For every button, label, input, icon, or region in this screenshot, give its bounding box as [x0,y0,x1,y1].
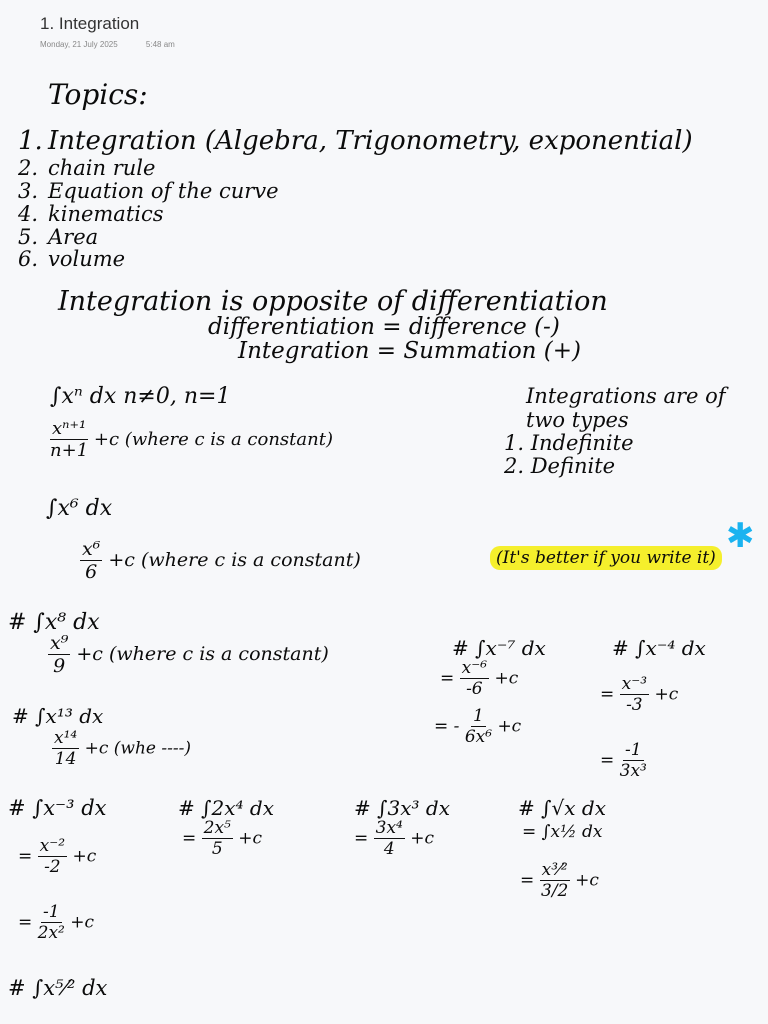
example-integral: # ∫x⁵⁄² dx [8,976,108,1000]
example-step: = $\frac{\text{3x⁴}}{4}$ +c [354,818,435,859]
example-result: $\frac{\text{x¹⁴}}{14}$ +c (whe ----) [54,728,191,769]
example-integral: # ∫2x⁴ dx [178,796,274,820]
example-step: = $\frac{\text{x⁻⁶}}{-6}$ +c [440,658,519,699]
page-date: Monday, 21 July 2025 [40,40,118,49]
topic-item: 6. volume [18,247,126,271]
example-integral: # ∫x⁻⁷ dx [452,636,546,660]
topic-item: 4. kinematics [18,202,164,226]
example-result: $\frac{\text{x⁶}}{6}$ +c (where c is a constant) [82,538,361,583]
example-integral: # ∫x⁸ dx [8,610,100,635]
example-step: = - $\frac{1}{\text{6x⁶}}$ +c [434,706,522,747]
example-integral: # ∫x⁻⁴ dx [612,636,706,660]
types-heading: two types [526,408,629,432]
rule-result: $\frac{\text{xⁿ⁺¹}}{n+1}$ +c (where c is a constant) [50,418,333,461]
types-heading: Integrations are of [526,384,726,408]
example-step: = $\frac{\text{x⁻²}}{-2}$ +c [18,836,97,877]
example-integral: # ∫x⁻³ dx [8,796,107,820]
types-item: 2. Definite [504,454,616,478]
topic-item: 5. Area [18,225,99,249]
definition-line: Integration is opposite of differentiation [58,286,608,317]
example-result: $\frac{\text{x⁹}}{9}$ +c (where c is a constant) [50,632,329,677]
example-integral: ∫x⁶ dx [46,496,113,521]
definition-line: Integration = Summation (+) [238,338,582,364]
page-title[interactable]: 1. Integration [40,14,140,33]
page-meta [40,40,201,49]
example-step: = $\frac{-1}{\text{2x²}}$ +c [18,902,95,943]
highlighted-note: (It's better if you write it) [490,548,722,568]
example-integral: # ∫x¹³ dx [12,704,104,728]
page-time: 5:48 am [145,40,175,49]
topics-heading: Topics: [48,78,148,111]
example-integral: # ∫3x³ dx [354,796,450,820]
topic-item: 1. Integration (Algebra, Trigonometry, exponential) [18,126,693,156]
example-step: = $\frac{\text{x³⁄²}}{3/2}$ +c [520,860,599,901]
example-step: = $\frac{\text{x⁻³}}{-3}$ +c [600,674,679,715]
topic-item: 3. Equation of the curve [18,179,279,203]
definition-line: differentiation = difference (-) [208,314,560,340]
example-step: = $\frac{\text{2x⁵}}{5}$ +c [182,818,263,859]
example-step: = ∫x½ dx [522,822,603,842]
topic-item: 2. chain rule [18,156,156,180]
example-integral: # ∫√x dx [518,796,606,820]
rule-integral: ∫xⁿ dx n≠0, n=1 [50,384,231,409]
asterisk-icon: ✱ [726,516,755,556]
types-item: 1. Indefinite [504,431,634,455]
example-step: = $\frac{-1}{\text{3x³}}$ [600,740,647,781]
